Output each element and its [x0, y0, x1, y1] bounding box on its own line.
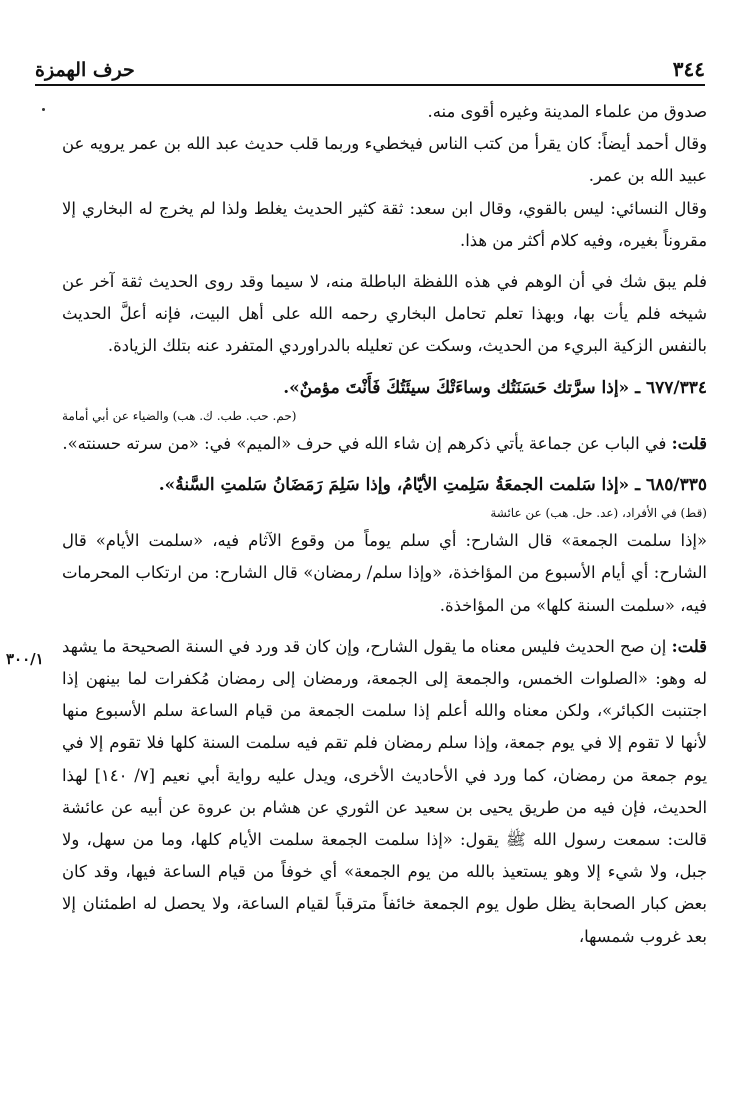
comment-1-text: في الباب عن جماعة يأتي ذكرهم إن شاء الله في حرف «الميم» في: «من سرته حسنته». [62, 433, 667, 453]
page-header [35, 52, 705, 86]
hadith-335: ٦٨٥/٣٣٥ ـ «إذا سَلمت الجمعَةُ سَلِمتِ الأيّامُ، وإذا سَلِمَ رَمَضَانُ سَلمتِ السَّنةُ». [158, 475, 707, 496]
page-number: ٣٤٤ [672, 57, 705, 81]
margin-reference: ٣٠٠/١ [6, 650, 44, 668]
comment-2-text: إن صح الحديث فليس معناه ما يقول الشارح، وإن كان قد ورد في السنة الصحيحة ما يشهد له وهو: «الصلوات الخمس، والجمعة إلى الجمعة، ورمضان إلى رمضان مُكفرات لما بينهن إذا اجتنبت الكبائر»، ولكن معناه والله أعلم إذا سلمت الجمعة من قيام الساعة سلم الأسبوع منها لأنها لا تقوم إلا في يوم جمعة، وإذا سلم رمضان فلم تقم فيه سلمت السنة كلها فلا تقوم إلا في يوم جمعة من رمضان، كما ورد في الأحاديث الأخرى، ويدل عليه رواية أبي نعيم [٧/ ١٤٠] لهذا الحديث، فإن فيه من طريق يحيى بن سعيد عن الثوري عن هشام بن عروة عن أبيه عن عائشة قالت: سمعت رسول الله ﷺ يقول: «إذا سلمت الجمعة سلمت الأيام كلها، وما من سهل، ولا جبل، ولا شيء إلا وهو يستعيذ بالله من يوم الجمعة» أي خوفاً من قيام الساعة فيها، وقد كان بعض كبار الصحابة يظل طول يوم الجمعة خائفاً مترقباً لقيام الساعة، ولا يحصل له اطمئنان إلا بعد غروب شمسها، [62, 636, 708, 946]
scan-dot [42, 108, 45, 111]
paragraph-1: صدوق من علماء المدينة وغيره أقوى منه. [427, 102, 707, 121]
paragraph-2: وقال أحمد أيضاً: كان يقرأ من كتب الناس فيخطيء وربما قلب حديث عبد الله بن عمر يرويه عن عبيد الله بن عمر. [62, 134, 707, 186]
comment-2 [62, 631, 707, 953]
qult-label: قلت: [671, 433, 707, 453]
paragraph-5: «إذا سلمت الجمعة» قال الشارح: أي سلم يوماً من وقوع الآثام فيه، «سلمت الأيام» قال الشارح: أي أيام الأسبوع من المؤاخذة، «وإذا سلم/ رمضان» قال الشارح: من ارتكاب المحرمات فيه، «سلمت السنة كلها» من المؤاخذة. [62, 531, 707, 615]
comment-1 [62, 428, 707, 460]
paragraph-3: وقال النسائي: ليس بالقوي، وقال ابن سعد: ثقة كثير الحديث يغلط ولذا لم يخرج له البخاري إلا مقروناً بغيره، وفيه كلام أكثر من هذا. [62, 198, 707, 250]
hadith-335-source: (قط) في الأفراد، (عد. حل. هب) عن عائشة [490, 506, 707, 521]
chapter-title: حرف الهمزة [35, 59, 135, 81]
qult-label: قلت: [671, 636, 707, 656]
paragraph-4: فلم يبق شك في أن الوهم في هذه اللفظة الباطلة منه، لا سيما وقد روى الحديث ثقة آخر عن شيخه فلم يأت بها، وبهذا تعلم تحامل البخاري رحمه الله على أهل البيت، فإنه أعلَّ الحديث بالنفس الزكية البريء من الحديث، وسكت عن تعليله بالدراوردي المتفرد عنه بتلك الزيادة. [62, 272, 707, 356]
hadith-334-source: (حم. حب. طب. ك. هب) والضياء عن أبي أمامة [62, 408, 297, 423]
hadith-334: ٦٧٧/٣٣٤ ـ «إذا سرَّتك حَسَنَتُك وساءَتْكَ سيئَتُكَ فَأَنْتَ مؤمنٌ». [283, 377, 707, 398]
page-body [62, 96, 707, 953]
